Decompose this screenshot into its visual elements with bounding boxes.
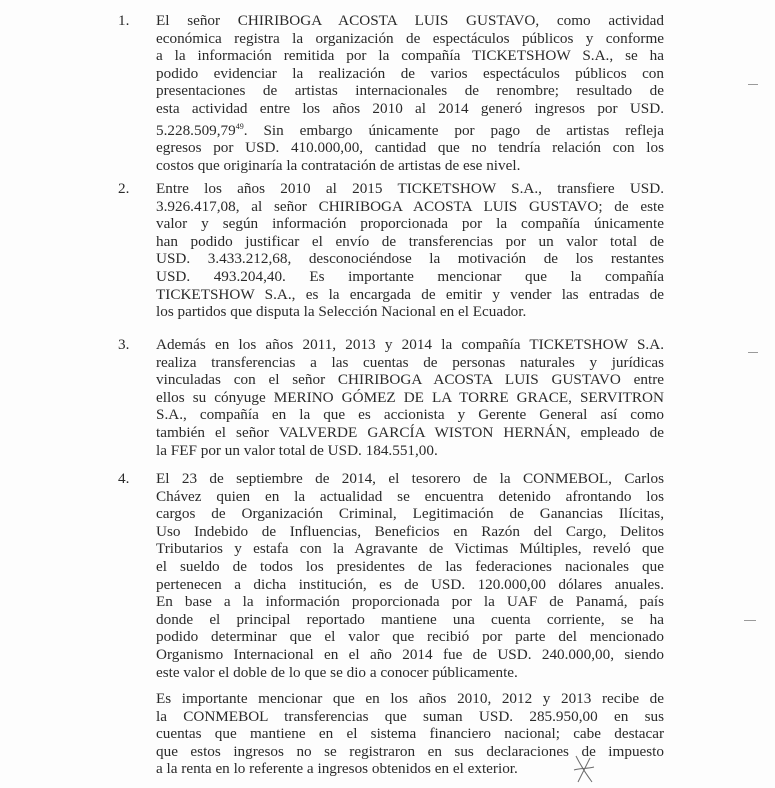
text-line: Además en los años 2011, 2013 y 2014 la compañía TICKETSHOW S.A. [156, 336, 664, 353]
text-line: Entre los años 2010 al 2015 TICKETSHOW S.A., transfiere USD. [156, 180, 664, 197]
text-line: Es importante mencionar que en los años 2010, 2012 y 2013 recibe de [156, 690, 664, 707]
text-line: este valor el doble de lo que se dio a conocer públicamente. [156, 663, 518, 681]
text-line: Tributarios y estafa con la Agravante de Victimas Múltiples, reveló que [156, 540, 664, 558]
text-line: Uso Indebido de Influencias, Beneficios en Razón del Cargo, Delitos [156, 522, 664, 540]
item-text [156, 470, 664, 681]
text-line: 3.926.417,08, al señor CHIRIBOGA ACOSTA LUIS GUSTAVO; de este [156, 197, 664, 215]
item-number: 2. [118, 180, 130, 197]
margin-mark [748, 352, 758, 353]
item-number: 4. [118, 470, 130, 487]
margin-mark [748, 84, 758, 85]
item-number: 1. [118, 12, 130, 29]
text-line: egresos por USD. 410.000,00, cantidad que no tendría relación con los [156, 139, 664, 157]
amount-value: 5.228.509,79 [156, 121, 236, 139]
text-line: los partidos que disputa la Selección Nacional en el Ecuador. [156, 303, 527, 321]
item-text [156, 12, 664, 174]
text-line: cargos de Organización Criminal, Legitimación de Ganancias Ilícitas, [156, 505, 664, 523]
text-line: económica registra la organización de espectáculos públicos y conforme [156, 29, 664, 47]
text-line: TICKETSHOW S.A., es la encargada de emitir y vender las entradas de [156, 285, 664, 303]
text-line: Chávez quien en la actualidad se encuentra detenido afrontando los [156, 487, 664, 505]
text-line: podido evidenciar la realización de varios espectáculos públicos con [156, 64, 664, 82]
text-line: a la renta en lo referente a ingresos obtenidos en el exterior. [156, 760, 518, 778]
text-line: el sueldo de todos los presidentes de las federaciones nacionales que [156, 557, 664, 575]
text-line: USD. 3.433.212,68, desconociéndose la motivación de los restantes [156, 250, 664, 268]
amount-line-rest: . Sin embargo únicamente por pago de artistas refleja [243, 121, 664, 139]
text-line: también el señor VALVERDE GARCÍA WISTON HERNÁN, empleado de [156, 423, 664, 441]
amount-superscript: 49 [235, 121, 244, 131]
margin-mark [744, 620, 756, 621]
text-line: cuentas que mantiene en el sistema financiero nacional; cabe destacar [156, 725, 664, 743]
item-text [156, 336, 664, 459]
text-line: El señor CHIRIBOGA ACOSTA LUIS GUSTAVO, como actividad [156, 12, 664, 29]
text-line: realiza transferencias a las cuentas de personas naturales y jurídicas [156, 353, 664, 371]
handwritten-initials-icon [572, 754, 596, 784]
text-line: que estos ingresos no se registraron en sus declaraciones de impuesto [156, 742, 664, 760]
item-number: 3. [118, 336, 130, 353]
text-line-amount [156, 118, 664, 140]
text-line: USD. 493.204,40. Es importante mencionar que la compañía [156, 267, 664, 285]
text-line: Organismo Internacional en el año 2014 fue de USD. 240.000,00, siendo [156, 645, 664, 663]
text-line: a la información remitida por la compañía TICKETSHOW S.A., se ha [156, 47, 664, 65]
text-line: pertenecen a dicha institución, es de USD. 120.000,00 dólares anuales. [156, 575, 664, 593]
text-line: esta actividad entre los años 2010 al 2014 generó ingresos por USD. [156, 99, 664, 117]
text-line: valor y según información proporcionada por la compañía únicamente [156, 215, 664, 233]
text-line: En base a la información proporcionada por la UAF de Panamá, país [156, 593, 664, 611]
text-line: El 23 de septiembre de 2014, el tesorero de la CONMEBOL, Carlos [156, 470, 664, 487]
item-text [156, 180, 664, 321]
text-line: presentaciones de artistas internacionales de renombre; resultado de [156, 82, 664, 100]
text-line: donde el principal reportado mantiene una cuenta corriente, se ha [156, 610, 664, 628]
text-line: costos que originaría la contratación de artistas de ese nivel. [156, 156, 521, 174]
text-line: han podido justificar el envío de transferencias por un valor total de [156, 232, 664, 250]
text-line: podido determinar que el valor que recibió por parte del mencionado [156, 628, 664, 646]
text-line: vinculadas con el señor CHIRIBOGA ACOSTA LUIS GUSTAVO entre [156, 371, 664, 389]
text-line: ellos su cónyuge MERINO GÓMEZ DE LA TORRE GRACE, SERVITRON [156, 388, 664, 406]
text-line: la FEF por un valor total de USD. 184.551,00. [156, 441, 438, 459]
text-line: la CONMEBOL transferencias que suman USD. 285.950,00 en sus [156, 707, 664, 725]
text-line: S.A., compañía en la que es accionista y Gerente General así como [156, 406, 664, 424]
